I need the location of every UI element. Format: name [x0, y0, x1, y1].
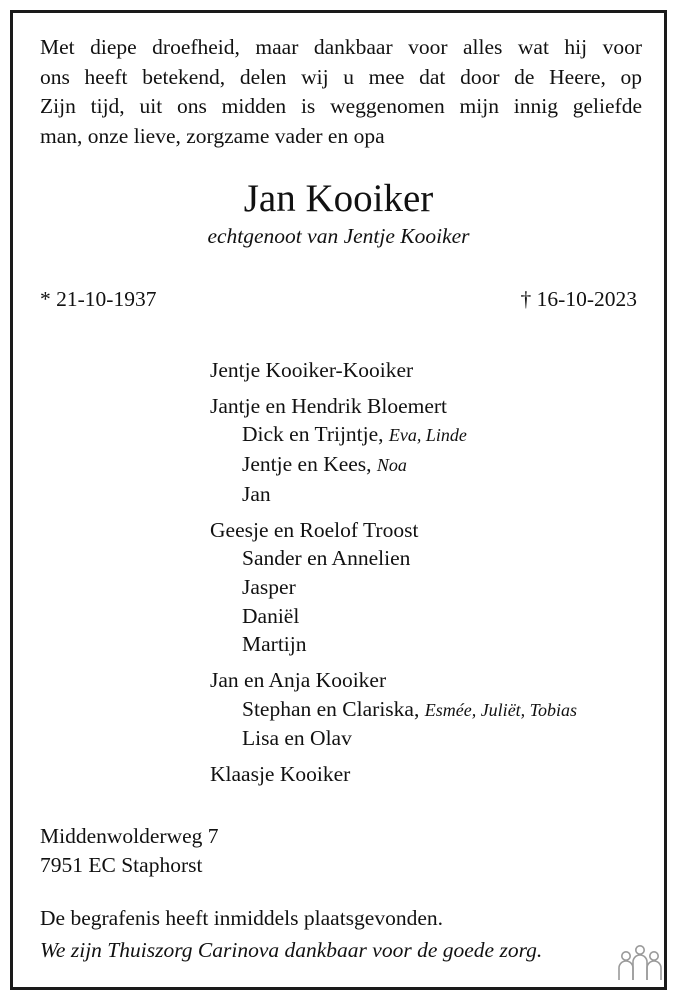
family-group-4: [210, 760, 577, 789]
grandchild-name: Jentje en Kees,: [242, 452, 372, 477]
grandchild-name: Stephan en Clariska,: [242, 696, 420, 721]
grandchild-name: Jasper: [242, 574, 296, 599]
grandchild-entry: [210, 695, 577, 725]
funeral-note: De begrafenis heeft inmiddels plaatsgevonden.: [40, 906, 443, 930]
family-group-2: [210, 516, 577, 660]
child-couple: Jantje en Hendrik Bloemert: [210, 393, 448, 418]
birth-date: * 21-10-1937: [40, 287, 157, 311]
thanks-note: We zijn Thuiszorg Carinova dankbaar voor de goede zorg.: [40, 938, 543, 962]
grandchild-name: Dick en Trijntje,: [242, 422, 384, 447]
intro-line: Met diepe droefheid, maar dankbaar voor alles wat hij voor: [40, 35, 642, 59]
grandchild-name: Lisa en Olav: [242, 726, 352, 751]
spouse-name: Jentje Kooiker-Kooiker: [210, 358, 414, 382]
family-group-1: [210, 392, 577, 509]
grandchild-name: Jan: [242, 481, 271, 506]
grandchild-entry: [210, 450, 577, 480]
great-grandchildren: Esmée, Juliët, Tobias: [424, 699, 578, 720]
grandchild-name: Martijn: [242, 632, 307, 657]
child-couple: Jan en Anja Kooiker: [210, 668, 387, 693]
address-street: Middenwolderweg 7: [40, 824, 219, 848]
great-grandchildren: Noa: [376, 455, 407, 476]
death-date: † 16-10-2023: [520, 287, 637, 311]
great-grandchildren: Eva, Linde: [388, 425, 467, 446]
family-figures-icon: [617, 944, 663, 984]
family-group-spouse: [210, 356, 577, 385]
deceased-name: Jan Kooiker: [243, 177, 434, 220]
spouse-line: echtgenoot van Jentje Kooiker: [207, 224, 470, 248]
address-city: 7951 EC Staphorst: [40, 853, 203, 877]
intro-line: Zijn tijd, uit ons midden is weggenomen mijn innig geliefde: [40, 94, 642, 118]
closing-text: [40, 902, 542, 966]
family-group-3: [210, 666, 577, 753]
grandchild-entry: [210, 420, 577, 450]
family-list: [210, 356, 577, 796]
grandchild-name: Sander en Annelien: [242, 546, 411, 571]
address-block: [40, 822, 219, 880]
intro-line: ons heeft betekend, delen wij u mee dat door de Heere, op: [40, 64, 642, 89]
intro-line: man, onze lieve, zorgzame vader en opa: [40, 123, 385, 148]
child-couple: Geesje en Roelof Troost: [210, 517, 419, 542]
intro-text: [40, 33, 642, 151]
child-name: Klaasje Kooiker: [210, 762, 351, 787]
grandchild-name: Daniël: [242, 603, 300, 628]
